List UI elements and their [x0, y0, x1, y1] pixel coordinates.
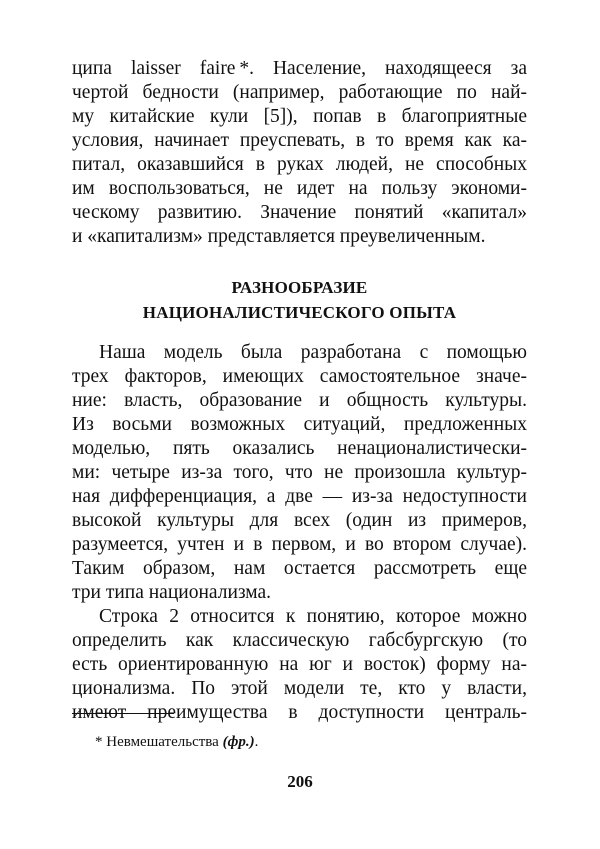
- text-line: условия, начинает преуспевать, в то время как ка-: [72, 130, 527, 151]
- text-line: имеют преимущества в доступности централь-: [72, 702, 527, 723]
- text-line: высокой культуры для всех (один из примеров,: [72, 510, 527, 531]
- text-line: трех факторов, имеющих самостоятельное значе-: [72, 366, 527, 387]
- footnote-text: Невмешательства: [106, 734, 219, 750]
- text-line: чертой бедности (например, работающие по най-: [72, 82, 527, 103]
- section-heading: [72, 275, 527, 325]
- footnote-end: .: [254, 734, 259, 750]
- text-line: есть ориентированную на юг и восток) форму на-: [72, 654, 527, 675]
- text-line: ная дифференциация, а две — из-за недоступности: [72, 486, 527, 507]
- text-line: и «капитализм» представляется преувеличенным.: [72, 226, 486, 247]
- footnote-language-abbr: (фр.): [222, 734, 255, 750]
- footnote-rule: [72, 713, 174, 714]
- paragraph-continuation: [72, 57, 527, 249]
- text-line: му китайские кули [5]), попав в благоприятные: [72, 106, 527, 127]
- text-line: Наша модель была разработана с помощью: [99, 342, 527, 363]
- text-line: Таким образом, нам остается рассмотреть еще: [72, 558, 527, 579]
- text-line: питал, оказавшийся в руках людей, не способных: [72, 154, 527, 175]
- text-line: ческому развитию. Значение понятий «капитал»: [72, 202, 527, 223]
- text-line: Из восьми возможных ситуаций, предложенных: [72, 414, 527, 435]
- text-line: им воспользоваться, не идет на пользу экономи-: [72, 178, 527, 199]
- text-line: определить как классическую габсбургскую (то: [72, 630, 527, 651]
- paragraph: [72, 605, 527, 725]
- text-line: ми: четыре из-за того, что не произошла культур-: [72, 462, 527, 483]
- text-line: три типа национализма.: [72, 582, 272, 603]
- text-line: разумеется, учтен и в первом, и во втором случае).: [72, 534, 527, 555]
- text-line: ципа laisser faire *. Население, находящееся за: [72, 58, 527, 79]
- section-heading-line: НАЦИОНАЛИСТИЧЕСКОГО ОПЫТА: [142, 303, 457, 322]
- text-line: Строка 2 относится к понятию, которое можно: [99, 606, 527, 627]
- section-heading-line: РАЗНООБРАЗИЕ: [231, 278, 368, 297]
- paragraph: [72, 341, 527, 605]
- text-line: ние: власть, образование и общность культуры.: [72, 390, 527, 411]
- footnote-marker: *: [95, 734, 103, 750]
- footnote: [95, 732, 258, 752]
- text-line: моделью, пять оказались ненационалистически-: [72, 438, 527, 459]
- text-line: ционализма. По этой модели те, кто у власти,: [72, 678, 527, 699]
- page-number: 206: [287, 772, 313, 791]
